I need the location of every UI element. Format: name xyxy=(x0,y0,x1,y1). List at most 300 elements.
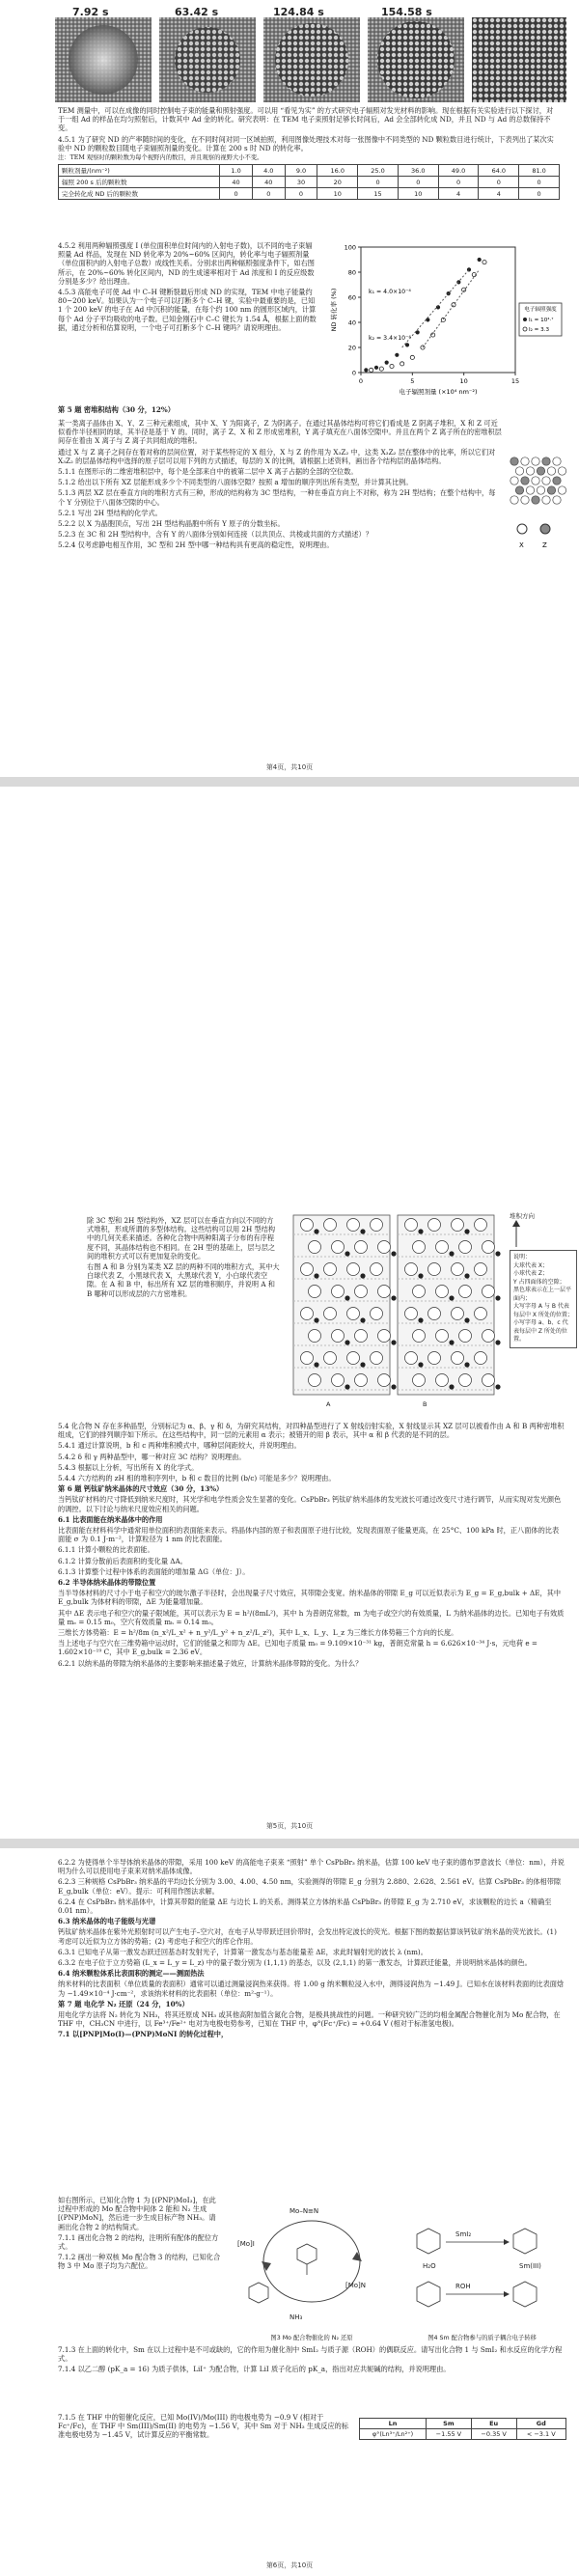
row-label: φ°(Ln³⁺/Ln²⁺) xyxy=(360,2429,427,2440)
atom-large xyxy=(436,1330,449,1343)
section-7-1: 7.1 以[PNP]Mo(I)—(PNP)MoNI 的转化过程中， xyxy=(58,2030,229,2039)
table-row xyxy=(360,2429,566,2440)
table-cell: 0 xyxy=(519,177,560,188)
svg-text:SmI₂: SmI₂ xyxy=(455,2230,472,2238)
lattice-atom xyxy=(515,486,523,494)
atom-large xyxy=(482,1330,495,1343)
atom-large xyxy=(436,1241,449,1254)
legend-atom-z xyxy=(540,524,550,534)
table-cell: 49.0 xyxy=(438,165,479,177)
page-footer: 第4页，共10页 xyxy=(265,763,314,771)
table-cell: 4 xyxy=(438,188,479,200)
layer-sketch xyxy=(507,454,569,560)
atom-small xyxy=(464,1273,469,1278)
atom-large xyxy=(347,1263,360,1276)
svg-text:Mo–N≡N: Mo–N≡N xyxy=(290,2207,319,2215)
section-7-1-p: 如右图所示，已知化合物 1 为 [(PNP)MoI₃]，在此过程中形成的 Mo 配合物中间体 2 能和 N₂ 生成 [(PNP)MoN]，然后进一步生成目标产物 NH₃。请画出化合物 2 的结构简式。 xyxy=(58,2196,216,2231)
question-7-1-3: 7.1.3 在上面的转化中，Sm 在以上过程中是不可或缺的，它的作用为催化剂中 SmI₂ 与质子源（ROH）的偶联反应。请写出化合物 1 与 SmI₂ 和水反应的化学方程式。 xyxy=(58,2345,563,2364)
atom-large xyxy=(324,1263,337,1276)
table-cell: 40 xyxy=(252,177,285,188)
x-tick-label: 15 xyxy=(510,377,520,385)
atom-large xyxy=(475,1308,487,1320)
table-cell: 0 xyxy=(358,177,399,188)
legend-marker xyxy=(523,327,527,331)
layer-sketch-svg xyxy=(507,454,569,560)
atom-small xyxy=(391,1384,396,1389)
atom-small xyxy=(495,1251,500,1256)
k2-annotation: k₂ = 3.4×10⁻⁴ xyxy=(369,335,411,342)
legend-item: 小球代表 Z； xyxy=(513,1270,549,1277)
atom-small xyxy=(345,1295,349,1300)
atom-large xyxy=(309,1374,321,1387)
atom-small xyxy=(314,1273,318,1278)
atom-large xyxy=(459,1374,472,1387)
page-2 xyxy=(0,787,579,1839)
section-6-1: 6.1 比表面能在纳米晶体中的作用 xyxy=(58,1514,163,1524)
diagram-legend xyxy=(510,1250,577,1348)
y-tick-label: 60 xyxy=(347,293,356,302)
lattice-atom xyxy=(547,467,555,475)
data-point xyxy=(374,366,378,370)
table-header: Ln xyxy=(360,2419,427,2429)
table-cell: 4.0 xyxy=(252,165,285,177)
time-label-2: 63.42 s xyxy=(175,6,219,18)
atom-large xyxy=(371,1263,383,1276)
lattice-atom xyxy=(547,486,555,494)
atom-small xyxy=(391,1251,396,1256)
figure-4-caption: 图4 Sm 配合物参与的质子耦合电子转移 xyxy=(427,2335,537,2341)
table-cell: 0 xyxy=(398,177,438,188)
question-5-1-2: 5.1.2 给出以下所有 XZ 层能形成多少个不同类型的八面体空隙？按照 a 增加的顺序列出所有类型，并计算其比例。 xyxy=(58,478,413,487)
data-point xyxy=(416,330,420,334)
lattice-atom xyxy=(532,477,539,485)
question-5-2-1: 5.2.1 写出 2H 型结构的化学式。 xyxy=(58,508,162,517)
data-point xyxy=(478,258,482,262)
atom-large xyxy=(428,1263,441,1276)
atom-large xyxy=(459,1286,472,1298)
atom-small xyxy=(391,1340,396,1344)
atom-large xyxy=(332,1241,345,1254)
lattice-atom xyxy=(542,496,550,504)
stack-direction-text: 堆积方向 xyxy=(510,1212,535,1220)
atom-large xyxy=(405,1263,418,1276)
stacking-direction-label xyxy=(510,1211,567,1253)
atom-large xyxy=(355,1241,368,1254)
row-label: 完全转化成 ND 后的颗粒数 xyxy=(59,188,220,200)
lattice-atom xyxy=(526,486,534,494)
table-cell: −1.55 V xyxy=(427,2429,472,2440)
atom-small xyxy=(418,1317,423,1322)
atom-small xyxy=(345,1340,349,1344)
atom-large xyxy=(378,1286,391,1298)
table-header: Sm xyxy=(427,2419,472,2429)
page2-intro2: 右图 A 和 B 分别为某类 XZ 层的两种不同的堆积方式，其中大白球代表 Z，小黑球代表 X，大黑球代表 Y，小白球代表空隙。在 A 和 B 中，标出所有 XZ 层的堆积顺序，并说明 A 和 B 哪种可以形成层的六方密堆积。 xyxy=(87,1262,280,1298)
atom-large xyxy=(347,1352,360,1365)
atom-large xyxy=(436,1286,449,1298)
atom-small xyxy=(345,1384,349,1389)
table-cell: 4 xyxy=(479,188,519,200)
x-axis-label: 电子辐照剂量 (×10⁴ nm⁻²) xyxy=(399,388,478,396)
x-tick-label: 5 xyxy=(410,377,415,385)
atom-large xyxy=(309,1286,321,1298)
table-cell: 0 xyxy=(252,188,285,200)
legend-item: 大球代表 X； xyxy=(513,1261,549,1269)
table-cell: 0 xyxy=(438,177,479,188)
table-header: Eu xyxy=(471,2419,516,2429)
table-cell: 81.0 xyxy=(519,165,560,177)
question-5-4-3: 5.4.3 根据以上分析，写出所有 X 的化学式。 xyxy=(58,1462,199,1472)
atom-large xyxy=(355,1374,368,1387)
legend-entry: I₂ = 3.3 xyxy=(529,327,550,333)
section-6-p1: 当钙钛矿材料的尺寸降低到纳米尺度时，其光学和电学性质会发生显著的变化。CsPbBr₃ 钙钛矿纳米晶体的发光波长可通过改变尺寸进行调节，从而实现对发光颜色的调控。以下讨论与纳米尺度效应相关的问题。 xyxy=(58,1495,562,1513)
question-4-5-3: 4.5.3 高能电子可使 Ad 中 C–H 键断裂最后形成 ND 的实现，TEM 中电子能量约 80~200 keV。如果认为一个电子可以打断多个 C–H 键，实验中最重要的是，已知 1 个 200 keV 的电子在 Ad 中沉积的能量，在每个约 100 nm 的圆形区域内，计算每个 Ad 分子平均吸收的电子数。已知金刚石中 C–C 键长为 1.54 Å，根据上面的数据，通过分析和估算说明，一个电子可打断多个 C–H 键吗？请说明理由。 xyxy=(58,288,317,332)
atom-large xyxy=(452,1263,464,1276)
lattice-atom xyxy=(532,457,539,465)
page-3 xyxy=(0,1848,579,2576)
question-6-1-3: 6.1.3 计算整个过程中体系的表面能的增加量 ΔG（单位：J）。 xyxy=(58,1566,250,1576)
atom-small xyxy=(314,1362,318,1367)
table-cell: 36.0 xyxy=(398,165,438,177)
atom-small xyxy=(449,1384,454,1389)
question-5-4-1: 5.4.1 通过计算说明，b 和 c 两种堆积模式中，哪种层间距较大，并说明理由。 xyxy=(58,1441,301,1451)
table-row xyxy=(59,165,560,177)
section-6-p3: 当半导体材料的尺寸小于电子和空穴的玻尔激子半径时，会出现量子尺寸效应，其带隙会变宽。纳米晶体的带隙 E_g 可以近似表示为 E_g = E_g,bulk + ΔE，其中 E_g,bulk 为体材料的带隙，ΔE 为能量增加量。 xyxy=(58,1589,562,1607)
table-cell: 20 xyxy=(317,177,358,188)
atom-large xyxy=(378,1330,391,1343)
legend-item: 黑色球表示在上一层平面内； xyxy=(513,1287,572,1302)
atom-large xyxy=(324,1352,337,1365)
atom-large xyxy=(324,1219,337,1232)
section-6-p2: 比表面能在材料科学中通常用单位面积的表面能来表示。将晶体内部的原子和表面原子进行比较，发现表面原子能量更高，在 25°C、100 kPa 时，正八面体的比表面能 σ 为 0.1 J·m⁻²，计算粒径为 1 nm 的比表面能。 xyxy=(58,1526,560,1544)
question-7-1-4: 7.1.4 以乙二醇 (pK_a = 16) 为质子供体，LiI⁺ 为配合物，计算 LiI 质子化后的 pK_a，指出对应共轭碱的结构，并说明理由。 xyxy=(58,2365,451,2374)
stacking-diagram-svg xyxy=(288,1211,505,1414)
table-cell: 1.0 xyxy=(220,165,253,177)
lattice-atom xyxy=(526,467,534,475)
table-header: Gd xyxy=(516,2419,565,2429)
table-cell: 0 xyxy=(479,177,519,188)
atom-small xyxy=(464,1317,469,1322)
time-label-1: 7.92 s xyxy=(72,6,109,18)
legend-label-z: Z xyxy=(542,541,547,549)
atom-small xyxy=(360,1317,365,1322)
lattice-atom xyxy=(553,496,561,504)
atom-small xyxy=(418,1229,423,1233)
atom-large xyxy=(301,1308,314,1320)
atom-large xyxy=(355,1330,368,1343)
atom-large xyxy=(405,1352,418,1365)
atom-small xyxy=(495,1340,500,1344)
data-point xyxy=(410,355,414,359)
atom-small xyxy=(449,1295,454,1300)
atom-large xyxy=(301,1219,314,1232)
page-1 xyxy=(0,0,579,777)
atom-large xyxy=(371,1219,383,1232)
question-7-1-2: 7.1.2 画出一种双核 Mo 配合物 3 的结构，已知化合物 3 中 Mo 原子均为六配位。 xyxy=(58,2253,221,2271)
atom-large xyxy=(347,1219,360,1232)
question-7-1-5: 7.1.5 在 THF 中的钼催化反应，已知 Mo(IV)/Mo(III) 的电极电势为 −0.9 V (相对于 Fc⁺/Fc)，在 THF 中 Sm(III)/Sm(II) 的电势为 −1.56 V，其中 Sm 对于 NH₃ 生成反应的标准电极电势为 −1.45 V，试计算反应的平衡常数。 xyxy=(58,2413,349,2440)
question-5-2-3: 5.2.3 在 3C 和 2H 型结构中，含有 Y 的八面体分别如何连接（以共顶点、共棱或共面的方式描述）？ xyxy=(58,530,372,540)
section-5-p2: 通过 X 与 Z 离子之间存在着对称的层间位置，对于某些特定的 X 组分，X 与 Z 的作用为 X₃Z₂ 中，这类 X₃Z₂ 层在整体中的比率，所以它们对 X₃Z₂ 的层晶体结构中选择的原子层可以用下列的方式描述，每层的 X 的比例，请根据上述资料，画出各个结构层的晶体结构。 xyxy=(58,447,496,465)
page-footer: 第5页，共10页 xyxy=(265,1822,314,1830)
conversion-chart-svg xyxy=(328,239,565,399)
atom-large xyxy=(413,1286,426,1298)
svg-text:H₂O: H₂O xyxy=(423,2262,436,2270)
question-6-2-1: 6.2.1 以纳米晶的带隙为纳米晶体的主要影响来描述量子效应，计算纳米晶体带隙的变化。为什么？ xyxy=(58,1658,363,1668)
svg-text:[Mo]N: [Mo]N xyxy=(345,2282,367,2289)
micrograph-images xyxy=(55,6,566,102)
section-6-3-p: 钙钛矿纳米晶体在紫外光照射时可以产生电子–空穴对，在电子从导带跃迁回价带时，会发出特定波长的荧光。根据下图的数据估算该钙钛矿纳米晶的荧光波长。(1) 考虑可以近似为立方体的势箱；(2) 考虑电子和空穴的库仑作用。 xyxy=(58,1927,557,1946)
x-tick-label: 10 xyxy=(459,377,468,385)
y-tick-label: 0 xyxy=(351,369,356,377)
table-cell: 40 xyxy=(220,177,253,188)
atom-small xyxy=(391,1295,396,1300)
atom-large xyxy=(475,1219,487,1232)
time-label-3: 124.84 s xyxy=(273,6,324,18)
question-6-3-2: 6.3.2 在电子位于立方势箱 (L_x = L_y = L_z) 中的量子数分别为 (1,1,1) 的基态，以及 (2,1,1) 的第一激发态，计算跃迁能量，并说明纳米晶体的颜色。 xyxy=(58,1958,532,1968)
legend-item: 大写字母 A 与 B 代表每层中 X 所处的位置； xyxy=(513,1303,573,1318)
atom-large xyxy=(332,1286,345,1298)
atom-small xyxy=(345,1251,349,1256)
table-cell: 64.0 xyxy=(479,165,519,177)
y-axis-label: ND 转化率 (%) xyxy=(330,288,338,332)
stacking-diagram xyxy=(288,1211,505,1414)
atom-large xyxy=(413,1241,426,1254)
legend-title: 电子辐照强度 xyxy=(524,307,557,313)
lattice-atom xyxy=(537,467,544,475)
table-cell: < −3.1 V xyxy=(516,2429,565,2440)
lattice-atom xyxy=(537,486,544,494)
lattice-atom xyxy=(542,457,550,465)
data-point xyxy=(426,318,429,321)
atom-large xyxy=(324,1308,337,1320)
legend-label-x: X xyxy=(519,541,524,549)
atom-large xyxy=(459,1241,472,1254)
table-cell: 30 xyxy=(285,177,317,188)
atom-small xyxy=(360,1229,365,1233)
atom-large xyxy=(459,1330,472,1343)
data-point xyxy=(379,367,383,371)
conversion-chart xyxy=(328,239,565,399)
atom-large xyxy=(309,1241,321,1254)
y-tick-label: 40 xyxy=(347,319,356,327)
table-cell: 10 xyxy=(398,188,438,200)
svg-text:[Mo]I: [Mo]I xyxy=(237,2240,255,2248)
section-7-p1: 用电化学方法将 N₂ 转化为 NH₃，将其还原成 NH₃ 或其他高附加值含氮化合物，是极具挑战性的问题。一种研究较广泛的均相金属配合物催化剂为 Mo 配合物，在 THF 中，CH₃CN 中进行，以 Fe³⁺/Fe²⁺ 电对为电极电势参考，已知在 THF 中，φ°(Fc⁺/Fc) = +0.64 V (相对于标准氢电极)。 xyxy=(58,2010,561,2029)
data-point xyxy=(370,368,373,372)
atom-large xyxy=(371,1308,383,1320)
atom-small xyxy=(464,1362,469,1367)
atom-large xyxy=(309,1330,321,1343)
atom-large xyxy=(428,1308,441,1320)
atom-small xyxy=(449,1251,454,1256)
section-6-2: 6.2 半导体纳米晶体的带隙位置 xyxy=(58,1578,156,1588)
atom-small xyxy=(418,1273,423,1278)
atom-large xyxy=(371,1352,383,1365)
lattice-atom xyxy=(521,496,529,504)
atom-large xyxy=(301,1263,314,1276)
table-cell: 16.0 xyxy=(317,165,358,177)
atom-small xyxy=(314,1229,318,1233)
atom-small xyxy=(360,1273,365,1278)
k1-annotation: k₁ = 4.0×10⁻⁴ xyxy=(369,289,411,295)
lattice-atom xyxy=(510,477,518,485)
svg-text:ROH: ROH xyxy=(455,2283,471,2290)
table-cell: 9.0 xyxy=(285,165,317,177)
lattice-atom xyxy=(510,496,518,504)
y-tick-label: 20 xyxy=(347,344,356,352)
table-cell: 0 xyxy=(285,188,317,200)
lattice-atom xyxy=(542,477,550,485)
x-tick-label: 0 xyxy=(358,377,364,385)
atom-small xyxy=(360,1362,365,1367)
lattice-atom xyxy=(558,486,565,494)
section-6-p4: 其中 ΔE 表示电子和空穴的量子限域能，其可以表示为 E = h²/(8mL²)，其中 h 为普朗克常数，m 为电子或空穴的有效质量，L 为纳米晶体的边长。已知电子有效质量 mₑ = 0.15 m₀，空穴有效质量 mₕ = 0.14 m₀。 xyxy=(58,1608,565,1626)
atom-large xyxy=(332,1330,345,1343)
lattice-atom xyxy=(510,457,518,465)
section-7-title: 第 7 题 电化学 N₂ 还原（24 分，10%） xyxy=(58,1999,189,2008)
question-6-2-4: 6.2.4 在 CsPbBr₃ 纳米晶体中，计算其带隙的能量 ΔE 与边长 L 的关系。测得某立方体纳米晶 CsPbBr₃ 的带隙 E_g 为 2.710 eV，求该颗粒的边长 a（精确至 0.01 nm）。 xyxy=(58,1897,552,1916)
atom-large xyxy=(475,1263,487,1276)
section-5-title: 第 5 题 密堆积结构（30 分，12%） xyxy=(58,405,175,414)
page-separator xyxy=(0,1839,579,1848)
question-5-4: 5.4 化合物 N 存在多种晶型，分别标记为 α、β、γ 和 δ，为研究其结构，对四种晶型进行了 X 射线衍射实验，X 射线显示其 XZ 层可以被看作由 A 和 B 两种密堆积组成，它们的排列顺序如下所示。在这些结构中，同一层的元素用 α 表示；被错开的用 β 表示，其中 α 和 β 代表的是不同的层。 xyxy=(58,1422,565,1440)
lattice-atom xyxy=(515,467,523,475)
table-cell: 25.0 xyxy=(358,165,399,177)
svg-text:NH₃: NH₃ xyxy=(290,2313,303,2321)
atom-large xyxy=(482,1241,495,1254)
atom-large xyxy=(436,1374,449,1387)
lattice-atom xyxy=(532,496,539,504)
atom-small xyxy=(464,1229,469,1233)
section-6-p6: 当上述电子与空穴在三维势箱中运动时，它们的能量之和即为 ΔE。已知电子质量 m₀ = 9.109×10⁻³¹ kg，普朗克常量 h = 6.626×10⁻³⁴ J·s，元电荷 e = 1.602×10⁻¹⁹ C，其中 E_g,bulk = 2.36 eV。 xyxy=(58,1639,538,1657)
legend-entry: I₁ = 10⁴·⁷ xyxy=(529,318,554,323)
data-point xyxy=(395,353,399,357)
question-5-4-2: 5.4.2 δ 和 γ 两种晶型中，哪一种对应 3C 结构？说明理由。 xyxy=(58,1452,246,1461)
atom-large xyxy=(452,1352,464,1365)
question-5-2-2: 5.2.2 以 X 为晶胞顶点，写出 2H 型结构晶胞中所有 Y 原子的分数坐标。 xyxy=(58,519,285,529)
micrograph-strip xyxy=(55,6,566,102)
data-point xyxy=(400,362,404,366)
atom-large xyxy=(332,1374,345,1387)
intro-paragraph: TEM 测量中，可以在成像的同时控制电子束的能量和照射强度。可以用 “看见为实” 的方式研究电子辐照对发光材料的影响。现在根据有关实验进行以下探讨，对于一组 Ad 的样品在均匀照射后，计数其中 Ad 金的转化。研究表明：在 TEM 电子束照射足够长时间后，Ad 会全部转化成 ND，并且 ND 与 Ad 的总数保持不变。 xyxy=(58,106,554,133)
potential-table xyxy=(359,2418,566,2440)
atom-small xyxy=(495,1295,500,1300)
legend-marker xyxy=(523,318,527,321)
question-7-1-1: 7.1.1 画出化合物 2 的结构，注明所有配体的配位方式。 xyxy=(58,2232,219,2252)
atom-small xyxy=(418,1362,423,1367)
table-note: 注：TEM 观察时的颗粒数为每个视野内的数目，并且观察的视野大小不变。 xyxy=(58,154,263,162)
y-tick-label: 80 xyxy=(347,268,356,277)
section-6-3: 6.3 纳米晶体的电子能级与光谱 xyxy=(58,1917,156,1926)
section-6-4: 6.4 纳米颗粒体系比表面积的测定——测面热法 xyxy=(58,1969,205,1979)
atom-large xyxy=(347,1308,360,1320)
page-separator xyxy=(0,777,579,787)
lattice-atom xyxy=(521,477,529,485)
page2-intro: 除 3C 型和 2H 型结构外，XZ 层可以在垂直方向以不同的方式堆积，形成所谓的多型体结构。这些结构可以用 2H 型结构中的几何关系来描述。各种化合物中两种阳离子分布的有序程度不同，其晶体结构也不相同。在 2H 型的基础上，层与层之间的堆积方式可以有更加复杂的变化。 xyxy=(87,1216,276,1260)
question-4-5-2: 4.5.2 利用两种辐照强度 I (单位面积单位时间内的入射电子数)，以不同的电子束辐照量 Ad 样品，发现在 ND 转化率为 20%~60% 区间内，转化率与电子辐照剂量（单位面积内的入射电子总数）成线性关系。分别求出两种辐照强度条件下，如右图所示，在 20%~60% 转化区间内，ND 的生成速率相对于 Ad 浓度和 I 的反应级数分别是多少？给出理由。 xyxy=(58,241,315,286)
scheme-figure-3 xyxy=(230,2196,394,2341)
page-footer: 第6页，共10页 xyxy=(265,2562,314,2569)
atom-large xyxy=(482,1374,495,1387)
question-6-2-2: 6.2.2 为使得单个半导体纳米晶体的带隙，采用 100 keV 的高能电子束来 “照射” 单个 CsPbBr₃ 纳米晶，估算 100 keV 电子束的德布罗意波长（单位：nm），并说明为什么可以使用电子束来对纳米晶体成像。 xyxy=(58,1858,565,1876)
particle-table xyxy=(58,164,560,200)
table-cell: 10 xyxy=(317,188,358,200)
sm-pcet-scheme xyxy=(398,2196,566,2331)
table-row xyxy=(360,2419,566,2429)
atom-large xyxy=(405,1308,418,1320)
question-5-4-4: 5.4.4 六方结构的 zH 相的堆积序列中，b 和 c 数目的比例 (b/c) 可能是多少？说明理由。 xyxy=(58,1474,336,1483)
y-tick-label: 100 xyxy=(344,243,356,252)
legend-item: 小写字母 a、b、c 代表每层中 Z 所处的位置。 xyxy=(513,1319,568,1343)
section-6-title: 第 6 题 钙钛矿纳米晶体的尺寸效应（30 分，13%） xyxy=(58,1484,224,1494)
question-5-1-3: 5.1.3 两层 XZ 层在垂直方向的堆积方式有三种，形成的结构称为 3C 型结构，一种在垂直方向上不对称，称为 2H 型结构；在整个结构中，每个 Y 分别位于八面体空隙的中心。 xyxy=(58,488,496,507)
section-5-p1: 某一类离子晶体由 X、Y、Z 三种元素组成，其中 X、Y 为阳离子，Z 为阴离子。在通过其晶体结构可将它们看成是 Z 阴离子堆积，X 和 Z 可近似看作半径相同的球，其半径是基于 Y 的。同时，离子 Z、X 和 Z 形成密堆积，Y 离子填充在八面体空隙中。并且在两个 Z 离子所在的密堆积层间存在着由 X 离子与 Z 离子共同组成的堆积。 xyxy=(58,419,502,446)
section-6-p5: 三维长方体势箱：E = h²/8m (n_x²/L_x² + n_y²/L_y² + n_z²/L_z²)，其中 L_x、L_y、L_z 为三维长方体势箱三个方向的长度。 xyxy=(58,1628,458,1638)
lattice-atom xyxy=(558,467,565,475)
row-label: 辐照 200 s 后的颗粒数 xyxy=(59,177,220,188)
scheme-figure-4 xyxy=(398,2196,566,2341)
atom-large xyxy=(452,1219,464,1232)
question-6-3-1: 6.3.1 已知电子从第一激发态跃迁回基态时发射光子，计算第一激发态与基态能量差 ΔE，求此时辐射光的波长 λ (nm)。 xyxy=(58,1947,427,1956)
legend-title: 说明： xyxy=(513,1254,532,1260)
table-row xyxy=(59,177,560,188)
atom-large xyxy=(452,1308,464,1320)
question-6-1-1: 6.1.1 计算小颗粒的比表面能。 xyxy=(58,1545,154,1555)
atom-large xyxy=(413,1330,426,1343)
plot-frame xyxy=(361,247,515,373)
legend-item: Y 占四面体的空隙； xyxy=(513,1278,565,1286)
row-label: 颗粒剂量/(nm⁻²) xyxy=(59,165,220,177)
atom-small xyxy=(449,1340,454,1344)
atom-large xyxy=(301,1352,314,1365)
fit-line xyxy=(402,269,469,347)
legend-atom-x xyxy=(517,524,527,534)
table-cell: 0 xyxy=(519,188,560,200)
atom-large xyxy=(428,1219,441,1232)
data-point xyxy=(385,361,389,365)
figure-3-caption: 图3 Mo 配合物催化的 N₂ 还原 xyxy=(270,2335,353,2341)
question-6-2-3: 6.2.3 三种规格 CsPbBr₃ 纳米晶的平均边长分别为 3.00、4.00、4.50 nm，实验测得的带隙 E_g 分别为 2.880、2.628、2.561 eV。估算 CsPbBr₃ 的体相带隙 E_g,bulk（单位：eV）。提示：可利用作图法求解。 xyxy=(58,1877,562,1896)
atom-large xyxy=(413,1374,426,1387)
time-label-4: 154.58 s xyxy=(381,6,432,18)
table-cell: −0.35 V xyxy=(471,2429,516,2440)
diagram-label-b: B xyxy=(423,1400,427,1408)
diagram-label-a: A xyxy=(326,1400,331,1408)
question-4-5-1: 4.5.1 为了研究 ND 的产率随时间的变化，在不同时间对同一区域拍照，利用图像处理技术对每一张图像中不同类型的 ND 颗粒数目进行统计，下表列出了某次实验中 ND 的颗粒数目随电子束辐照剂量的变化。计算在 200 s 时 ND 的转化率。 xyxy=(58,134,554,152)
question-5-1-1: 5.1.1 在图形示的二维密堆积层中，每个是全部来自中的被第二层中 X 离子占据的全部的空位数。 xyxy=(58,467,358,477)
atom-small xyxy=(495,1384,500,1389)
table-cell: 0 xyxy=(220,188,253,200)
atom-large xyxy=(378,1374,391,1387)
section-6-4-p: 纳米材料的比表面积（单位质量的表面积）通常可以通过测量浸润热来获得。将 1.00 g 纳米颗粒浸入水中，测得浸润热为 −1.49 J。已知水在该材料表面的比表面焓为 −1.49×10⁻⁴ J·cm⁻²，求该纳米材料的比表面积（单位：m²·g⁻¹）。 xyxy=(58,1980,565,1998)
arrow-up-icon xyxy=(510,1220,523,1249)
svg-text:Sm(III): Sm(III) xyxy=(519,2262,541,2270)
question-5-2-4: 5.2.4 仅考虑静电相互作用，3C 型和 2H 型中哪一种结构具有更高的稳定性，说明理由。 xyxy=(58,540,334,550)
atom-large xyxy=(405,1219,418,1232)
data-point xyxy=(364,368,368,372)
atom-large xyxy=(428,1352,441,1365)
mo-catalytic-cycle xyxy=(230,2196,394,2331)
lattice-atom xyxy=(553,477,561,485)
data-point xyxy=(390,364,394,368)
atom-large xyxy=(355,1286,368,1298)
atom-small xyxy=(314,1317,318,1322)
question-6-1-2: 6.1.2 计算分散前后表面积的变化量 ΔA。 xyxy=(58,1556,187,1565)
atom-large xyxy=(482,1286,495,1298)
lattice-atom xyxy=(553,457,561,465)
atom-large xyxy=(475,1352,487,1365)
lattice-atom xyxy=(521,457,529,465)
